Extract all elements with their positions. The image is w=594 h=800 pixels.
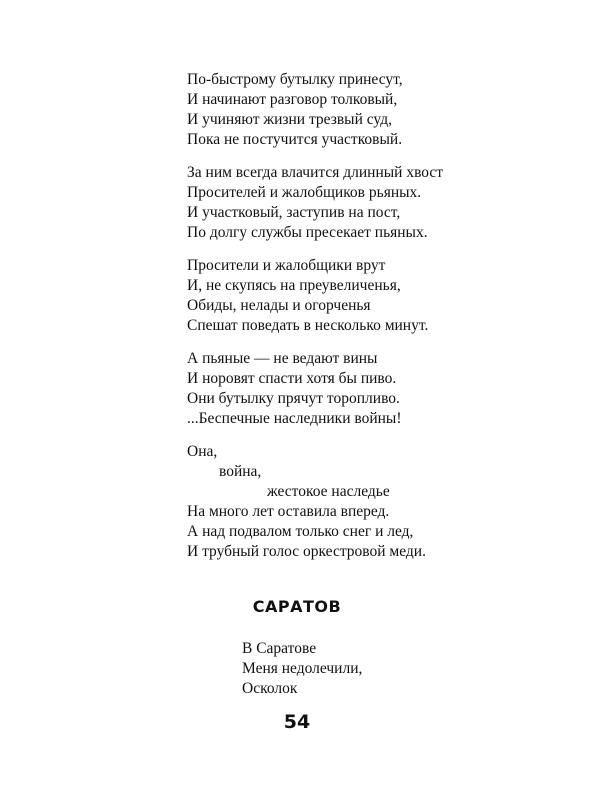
page-number: 54 [283, 711, 311, 733]
poem-line: война, [219, 463, 262, 480]
poem-line: ...Беспечные наследники войны! [187, 410, 402, 427]
poem-line: жестокое наследье [267, 483, 390, 500]
poem-line: Осколок [242, 680, 298, 697]
poem-line: Пока не постучится участковый. [187, 131, 403, 148]
poem-line: По долгу службы пресекает пьяных. [187, 224, 428, 241]
poem-line: В Саратове [242, 640, 317, 657]
poem-line: На много лет оставила вперед. [187, 503, 390, 520]
poem-line: Просителей и жалобщиков рьяных. [187, 184, 422, 201]
poem-line: За ним всегда влачится длинный хвост [187, 164, 444, 181]
poem-title: САРАТОВ [252, 597, 342, 616]
poem-line: И, не скупясь на преувеличенья, [187, 277, 401, 294]
poem-line: Она, [187, 443, 218, 460]
poem-line: По-быстрому бутылку принесут, [187, 71, 403, 88]
poem-line: А пьяные — не ведают вины [187, 350, 378, 367]
poem-line: Меня недолечили, [242, 660, 363, 677]
poem-line: Обиды, нелады и огорченья [187, 297, 371, 314]
poem-line: И норовят спасти хотя бы пиво. [187, 370, 397, 387]
poem-line: Спешат поведать в несколько минут. [187, 317, 429, 334]
poem-line: И трубный голос оркестровой меди. [187, 543, 426, 560]
poem-line: Просители и жалобщики врут [187, 257, 386, 274]
poem-line: А над подвалом только снег и лед, [187, 523, 414, 540]
poem-line: И участковый, заступив на пост, [187, 204, 401, 221]
poem-line: Они бутылку прячут торопливо. [187, 390, 400, 407]
poem-line: И начинают разговор толковый, [187, 91, 398, 108]
poem-line: И учиняют жизни трезвый суд, [187, 111, 392, 128]
